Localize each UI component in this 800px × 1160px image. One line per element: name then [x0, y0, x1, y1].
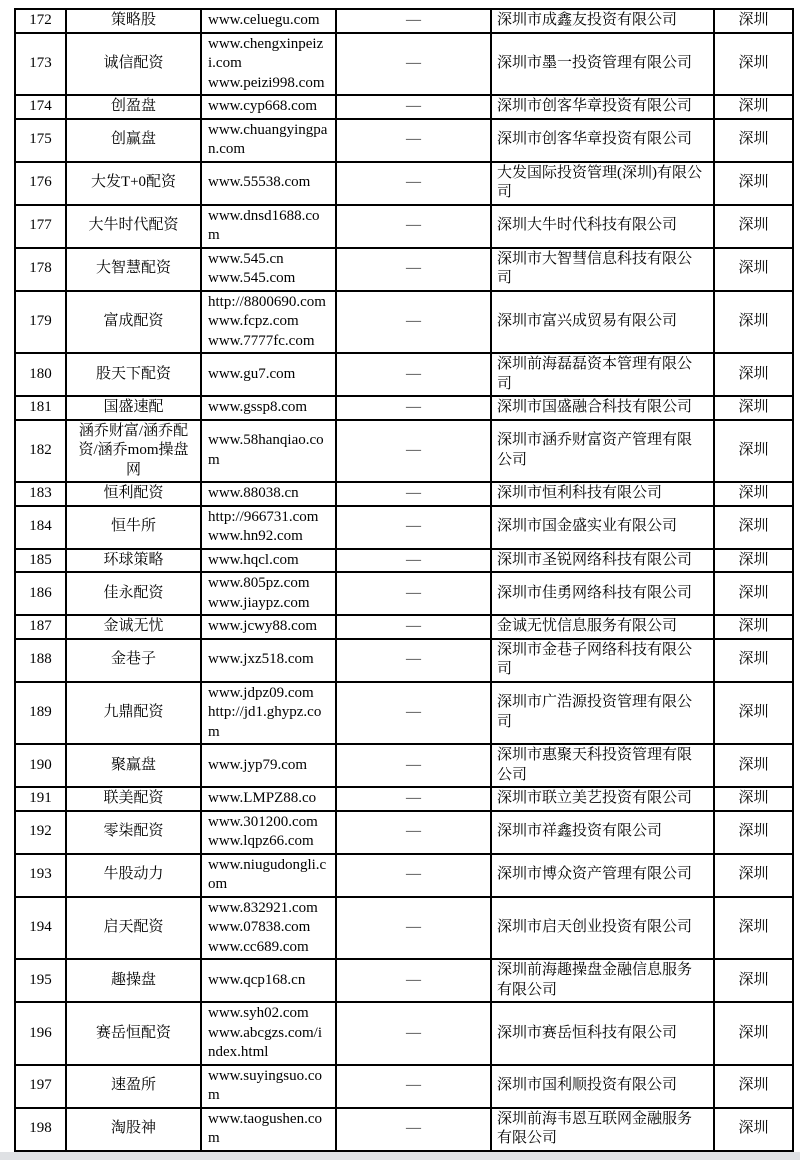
company-name: 大发国际投资管理(深圳)有限公司 [491, 162, 714, 205]
row-index: 177 [15, 205, 66, 248]
website-url: http://8800690.com [208, 293, 326, 310]
company-name: 深圳市启天创业投资有限公司 [491, 897, 714, 960]
website-url: www.301200.com [208, 813, 318, 830]
city: 深圳 [714, 682, 793, 745]
company-name: 深圳市博众资产管理有限公司 [491, 854, 714, 897]
website-url: www.qcp168.cn [208, 971, 306, 988]
city: 深圳 [714, 1002, 793, 1065]
website-url: www.jdpz09.com [208, 684, 314, 701]
platform-name: 零柒配资 [66, 811, 201, 854]
website-url: www.88038.cn [208, 485, 299, 501]
platform-name: 股天下配资 [66, 353, 201, 396]
approval-mark: — [336, 854, 491, 897]
city: 深圳 [714, 787, 793, 811]
table-row [15, 1065, 793, 1108]
city: 深圳 [714, 744, 793, 787]
website-urls [201, 205, 336, 248]
row-index: 185 [15, 549, 66, 573]
row-index: 182 [15, 420, 66, 483]
website-urls [201, 615, 336, 639]
company-name: 深圳市祥鑫投资有限公司 [491, 811, 714, 854]
platform-name: 速盈所 [66, 1065, 201, 1108]
row-index: 181 [15, 396, 66, 420]
row-index: 172 [15, 9, 66, 33]
approval-mark: — [336, 615, 491, 639]
website-url: www.lqpz66.com [208, 833, 314, 849]
city: 深圳 [714, 396, 793, 420]
company-name: 深圳前海趣操盘金融信息服务有限公司 [491, 959, 714, 1002]
platform-table [14, 8, 794, 1152]
company-name: 深圳市赛岳恒科技有限公司 [491, 1002, 714, 1065]
company-name: 深圳市佳勇网络科技有限公司 [491, 572, 714, 615]
row-index: 179 [15, 291, 66, 354]
website-url: www.dnsd1688.com [208, 207, 320, 243]
row-index: 183 [15, 482, 66, 506]
city: 深圳 [714, 572, 793, 615]
website-url: www.55538.com [208, 174, 311, 191]
approval-mark: — [336, 959, 491, 1002]
platform-name: 创盈盘 [66, 95, 201, 119]
website-url: www.jcwy88.com [208, 618, 318, 634]
approval-mark: — [336, 482, 491, 506]
city: 深圳 [714, 959, 793, 1002]
company-name: 深圳市创客华章投资有限公司 [491, 119, 714, 162]
city: 深圳 [714, 248, 793, 291]
website-urls [201, 396, 336, 420]
table-row [15, 205, 793, 248]
website-urls [201, 787, 336, 811]
city: 深圳 [714, 1065, 793, 1108]
website-url: www.fcpz.com [208, 313, 299, 329]
company-name: 深圳市富兴成贸易有限公司 [491, 291, 714, 354]
table-row [15, 506, 793, 549]
website-urls [201, 1108, 336, 1151]
company-name: 金诚无忧信息服务有限公司 [491, 615, 714, 639]
table-row [15, 420, 793, 483]
approval-mark: — [336, 420, 491, 483]
website-url: www.peizi998.com [208, 74, 325, 91]
table-body [15, 9, 793, 1151]
platform-name: 创赢盘 [66, 119, 201, 162]
website-url: www.gssp8.com [208, 399, 308, 415]
row-index: 180 [15, 353, 66, 396]
website-url: www.805pz.com [208, 575, 310, 591]
platform-name: 环球策略 [66, 549, 201, 573]
page-bottom-edge [0, 1152, 800, 1160]
platform-name: 淘股神 [66, 1108, 201, 1151]
table-row [15, 639, 793, 682]
table-row [15, 549, 793, 573]
website-url: www.hqcl.com [208, 551, 299, 568]
website-urls [201, 119, 336, 162]
company-name: 深圳前海磊磊资本管理有限公司 [491, 353, 714, 396]
table-row [15, 9, 793, 33]
table-row [15, 682, 793, 745]
website-urls [201, 1002, 336, 1065]
city: 深圳 [714, 353, 793, 396]
city: 深圳 [714, 33, 793, 96]
website-urls [201, 33, 336, 96]
company-name: 深圳市圣锐网络科技有限公司 [491, 549, 714, 573]
platform-name: 聚赢盘 [66, 744, 201, 787]
website-urls [201, 95, 336, 119]
company-name: 深圳市联立美艺投资有限公司 [491, 787, 714, 811]
website-url: www.chengxinpeizi.com [208, 35, 324, 71]
table-row [15, 95, 793, 119]
website-urls [201, 854, 336, 897]
table-row [15, 1002, 793, 1065]
city: 深圳 [714, 119, 793, 162]
company-name: 深圳市国利顺投资有限公司 [491, 1065, 714, 1108]
row-index: 195 [15, 959, 66, 1002]
row-index: 193 [15, 854, 66, 897]
row-index: 178 [15, 248, 66, 291]
website-urls [201, 248, 336, 291]
row-index: 189 [15, 682, 66, 745]
company-name: 深圳前海韦恩互联网金融服务有限公司 [491, 1108, 714, 1151]
website-urls [201, 744, 336, 787]
table-row [15, 959, 793, 1002]
website-url: www.58hanqiao.com [208, 432, 324, 468]
website-url: www.jxz518.com [208, 651, 314, 668]
city: 深圳 [714, 95, 793, 119]
website-urls [201, 959, 336, 1002]
website-url: www.jiaypz.com [208, 594, 310, 611]
website-urls [201, 897, 336, 960]
row-index: 190 [15, 744, 66, 787]
row-index: 173 [15, 33, 66, 96]
city: 深圳 [714, 1108, 793, 1151]
website-urls [201, 1065, 336, 1108]
company-name: 深圳大牛时代科技有限公司 [491, 205, 714, 248]
table-row [15, 615, 793, 639]
approval-mark: — [336, 787, 491, 811]
platform-name: 恒利配资 [66, 482, 201, 506]
approval-mark: — [336, 506, 491, 549]
platform-name: 联美配资 [66, 787, 201, 811]
approval-mark: — [336, 1002, 491, 1065]
website-url: www.celuegu.com [208, 12, 320, 28]
table-row [15, 396, 793, 420]
company-name: 深圳市创客华章投资有限公司 [491, 95, 714, 119]
company-name: 深圳市恒利科技有限公司 [491, 482, 714, 506]
approval-mark: — [336, 572, 491, 615]
row-index: 192 [15, 811, 66, 854]
row-index: 197 [15, 1065, 66, 1108]
table-row [15, 291, 793, 354]
website-url: www.832921.com [208, 899, 318, 916]
company-name: 深圳市涵乔财富资产管理有限公司 [491, 420, 714, 483]
website-url: www.jyp79.com [208, 756, 308, 773]
city: 深圳 [714, 897, 793, 960]
platform-name: 赛岳恒配资 [66, 1002, 201, 1065]
city: 深圳 [714, 420, 793, 483]
company-name: 深圳市国盛融合科技有限公司 [491, 396, 714, 420]
city: 深圳 [714, 482, 793, 506]
website-urls [201, 291, 336, 354]
platform-name: 策略股 [66, 9, 201, 33]
platform-name: 金诚无忧 [66, 615, 201, 639]
website-url: www.7777fc.com [208, 332, 315, 349]
company-name: 深圳市墨一投资管理有限公司 [491, 33, 714, 96]
website-url: www.07838.com [208, 919, 311, 935]
website-url: http://jd1.ghypz.com [208, 704, 322, 740]
row-index: 187 [15, 615, 66, 639]
platform-name: 恒牛所 [66, 506, 201, 549]
website-url: www.suyingsuo.com [208, 1067, 323, 1103]
website-urls [201, 506, 336, 549]
website-url: www.chuangyingpan.com [208, 121, 328, 157]
city: 深圳 [714, 205, 793, 248]
approval-mark: — [336, 353, 491, 396]
row-index: 174 [15, 95, 66, 119]
table-row [15, 33, 793, 96]
row-index: 191 [15, 787, 66, 811]
company-name: 深圳市成鑫友投资有限公司 [491, 9, 714, 33]
website-urls [201, 162, 336, 205]
table-row [15, 854, 793, 897]
row-index: 176 [15, 162, 66, 205]
city: 深圳 [714, 549, 793, 573]
row-index: 184 [15, 506, 66, 549]
website-url: www.gu7.com [208, 365, 296, 382]
website-url: www.syh02.com [208, 1005, 309, 1021]
city: 深圳 [714, 9, 793, 33]
city: 深圳 [714, 291, 793, 354]
website-url: www.545.cn [208, 250, 284, 267]
approval-mark: — [336, 1108, 491, 1151]
table-row [15, 744, 793, 787]
platform-name: 趣操盘 [66, 959, 201, 1002]
city: 深圳 [714, 854, 793, 897]
website-urls [201, 811, 336, 854]
row-index: 194 [15, 897, 66, 960]
approval-mark: — [336, 744, 491, 787]
website-urls [201, 682, 336, 745]
approval-mark: — [336, 291, 491, 354]
website-url: www.LMPZ88.co [208, 790, 317, 806]
platform-name: 涵乔财富/涵乔配资/涵乔mom操盘网 [66, 420, 201, 483]
approval-mark: — [336, 639, 491, 682]
row-index: 186 [15, 572, 66, 615]
row-index: 188 [15, 639, 66, 682]
website-url: www.hn92.com [208, 528, 303, 544]
approval-mark: — [336, 1065, 491, 1108]
row-index: 175 [15, 119, 66, 162]
website-url: www.abcgzs.com/index.html [208, 1024, 322, 1060]
website-urls [201, 549, 336, 573]
approval-mark: — [336, 95, 491, 119]
platform-name: 国盛速配 [66, 396, 201, 420]
approval-mark: — [336, 897, 491, 960]
table-row [15, 162, 793, 205]
website-urls [201, 9, 336, 33]
city: 深圳 [714, 162, 793, 205]
approval-mark: — [336, 549, 491, 573]
company-name: 深圳市国金盛实业有限公司 [491, 506, 714, 549]
platform-name: 大发T+0配资 [66, 162, 201, 205]
platform-name: 牛股动力 [66, 854, 201, 897]
website-url: www.niugudongli.com [208, 856, 327, 892]
platform-name: 诚信配资 [66, 33, 201, 96]
table-row [15, 353, 793, 396]
platform-name: 大智慧配资 [66, 248, 201, 291]
website-url: www.cc689.com [208, 938, 309, 955]
platform-name: 大牛时代配资 [66, 205, 201, 248]
row-index: 196 [15, 1002, 66, 1065]
table-row [15, 897, 793, 960]
website-urls [201, 572, 336, 615]
approval-mark: — [336, 811, 491, 854]
approval-mark: — [336, 205, 491, 248]
table-row [15, 811, 793, 854]
table-row [15, 119, 793, 162]
approval-mark: — [336, 119, 491, 162]
website-urls [201, 639, 336, 682]
company-name: 深圳市惠聚天科投资管理有限公司 [491, 744, 714, 787]
table-row [15, 787, 793, 811]
table-row [15, 1108, 793, 1151]
approval-mark: — [336, 162, 491, 205]
company-name: 深圳市广浩源投资管理有限公司 [491, 682, 714, 745]
table-row [15, 482, 793, 506]
table-row [15, 572, 793, 615]
website-urls [201, 420, 336, 483]
city: 深圳 [714, 506, 793, 549]
website-url: http://966731.com [208, 508, 319, 525]
website-urls [201, 353, 336, 396]
city: 深圳 [714, 811, 793, 854]
website-url: www.taogushen.com [208, 1110, 323, 1146]
website-urls [201, 482, 336, 506]
platform-name: 佳永配资 [66, 572, 201, 615]
row-index: 198 [15, 1108, 66, 1151]
city: 深圳 [714, 639, 793, 682]
approval-mark: — [336, 9, 491, 33]
platform-name: 富成配资 [66, 291, 201, 354]
approval-mark: — [336, 248, 491, 291]
company-name: 深圳市金巷子网络科技有限公司 [491, 639, 714, 682]
approval-mark: — [336, 396, 491, 420]
website-url: www.545.com [208, 270, 296, 286]
platform-name: 启天配资 [66, 897, 201, 960]
website-url: www.cyp668.com [208, 98, 318, 114]
platform-name: 九鼎配资 [66, 682, 201, 745]
approval-mark: — [336, 33, 491, 96]
table-row [15, 248, 793, 291]
company-name: 深圳市大智彗信息科技有限公司 [491, 248, 714, 291]
platform-name: 金巷子 [66, 639, 201, 682]
approval-mark: — [336, 682, 491, 745]
city: 深圳 [714, 615, 793, 639]
